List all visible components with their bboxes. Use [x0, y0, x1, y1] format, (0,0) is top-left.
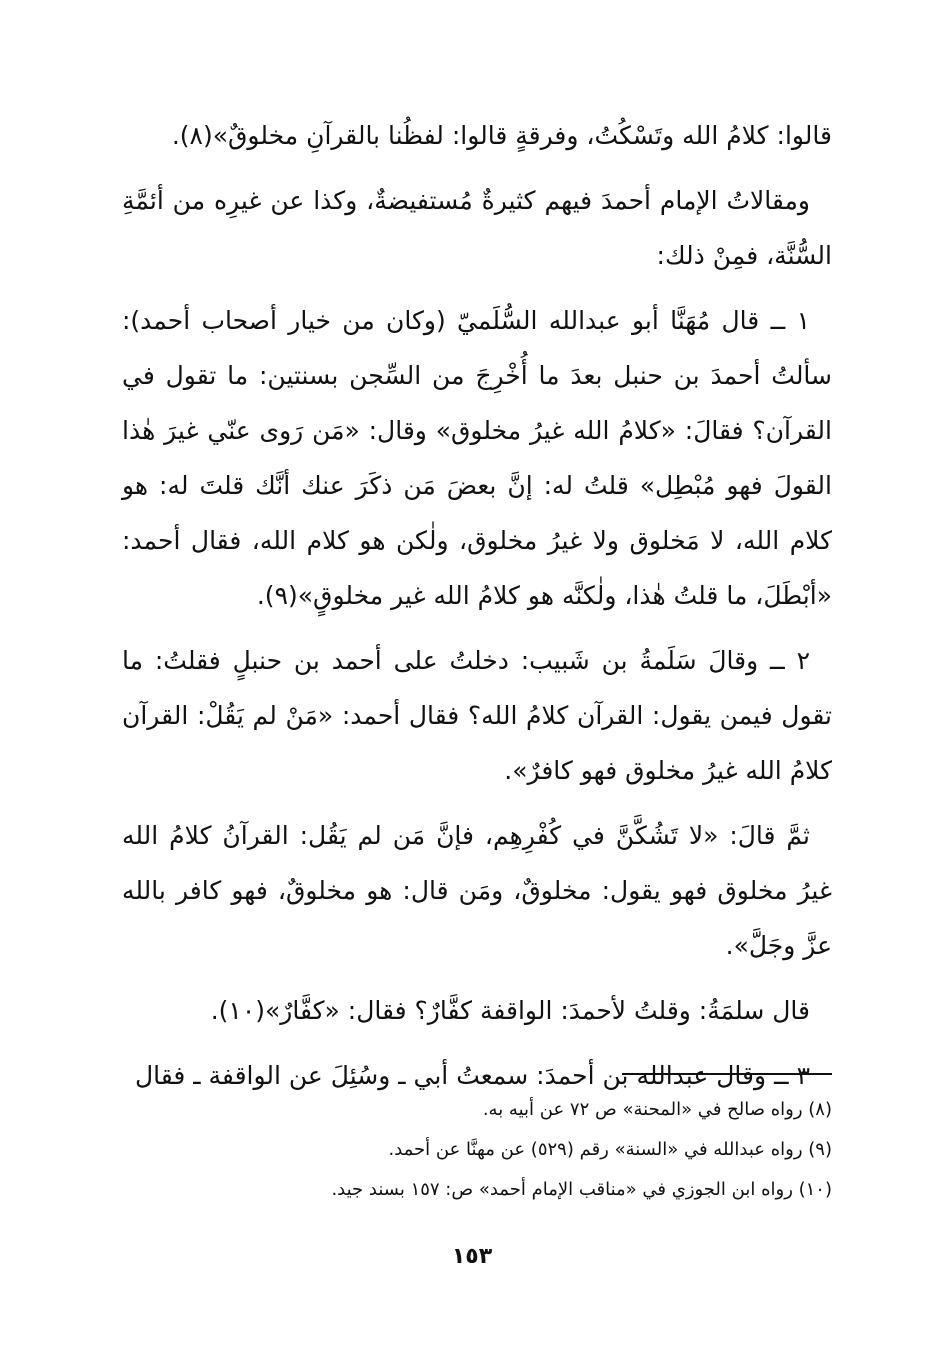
paragraph-1: قالوا: كلامُ الله وتَسْكُتُ، وفرقةٍ قالوا: لفظُنا بالقرآنِ مخلوقٌ»(٨). — [171, 121, 832, 150]
footnote-10: (١٠) رواه ابن الجوزي في «مناقب الإمام أحمد» ص: ١٥٧ بسند جيد. — [331, 1179, 832, 1200]
paragraph-5: ثمَّ قالَ: «لا تَشُكَّنَّ في كُفْرِهِم، فإنَّ مَن لم يَقُل: القرآنُ كلامُ الله غيرُ مخلوق فهو يقول: مخلوقٌ، ومَن قال: هو مخلوقٌ، فهو كافر بالله عزَّ وجَلَّ». — [122, 821, 832, 960]
footnote-8: (٨) رواه صالح في «المحنة» ص ٧٢ عن أبيه به. — [482, 1099, 832, 1120]
main-text — [122, 108, 832, 1103]
page-number: ١٥٣ — [451, 1244, 493, 1269]
paragraph-7: ٣ ــ وقال عبدالله بن أحمدَ: سمعتُ أبي ـ وسُئِلَ عن الواقفة ـ فقال — [134, 1061, 810, 1090]
paragraph-3: ١ ــ قال مُهَنَّا أبو عبدالله السُّلَميّ (وكان من خيار أصحاب أحمد): سألتُ أحمدَ بن حنبل بعدَ ما أُخْرِجَ من السِّجن بسنتين: ما تقول في القرآن؟ فقالَ: «كلامُ الله غيرُ مخلوق» وقال: «مَن رَوى عنّي غيرَ هٰذا القولَ فهو مُبْطِل» قلتُ له: إنَّ بعضَ مَن ذكَرَ عنك أنَّك قلتَ له: هو كلام الله، لا مَخلوق ولا غيرُ مخلوق، ولٰكن هو كلام الله، فقال أحمد: «أبْطَلَ، ما قلتُ هٰذا، ولٰكنَّه هو كلامُ الله غير مخلوقٍ»(٩). — [122, 306, 832, 610]
paragraph-6: قال سلمَةُ: وقلتُ لأحمدَ: الواقفة كفَّارٌ؟ فقال: «كفَّارٌ»(١٠). — [210, 996, 810, 1025]
footnotes — [122, 1090, 832, 1210]
footnote-9: (٩) رواه عبدالله في «السنة» رقم (٥٢٩) عن مهنَّا عن أحمد. — [388, 1139, 832, 1160]
footnote-separator — [622, 1073, 832, 1075]
paragraph-2: ومقالاتُ الإمام أحمدَ فيهم كثيرةٌ مُستفيضةٌ، وكذا عن غيرِه من أئمَّةِ السُّنَّة، فمِنْ ذلك: — [122, 186, 832, 270]
paragraph-4: ٢ ــ وقالَ سَلَمةُ بن شَبيب: دخلتُ على أحمد بن حنبلٍ فقلتُ: ما تقول فيمن يقول: القرآن كلامُ الله؟ فقال أحمد: «مَنْ لم يَقُلْ: القرآن كلامُ الله غيرُ مخلوق فهو كافرٌ». — [122, 646, 832, 785]
